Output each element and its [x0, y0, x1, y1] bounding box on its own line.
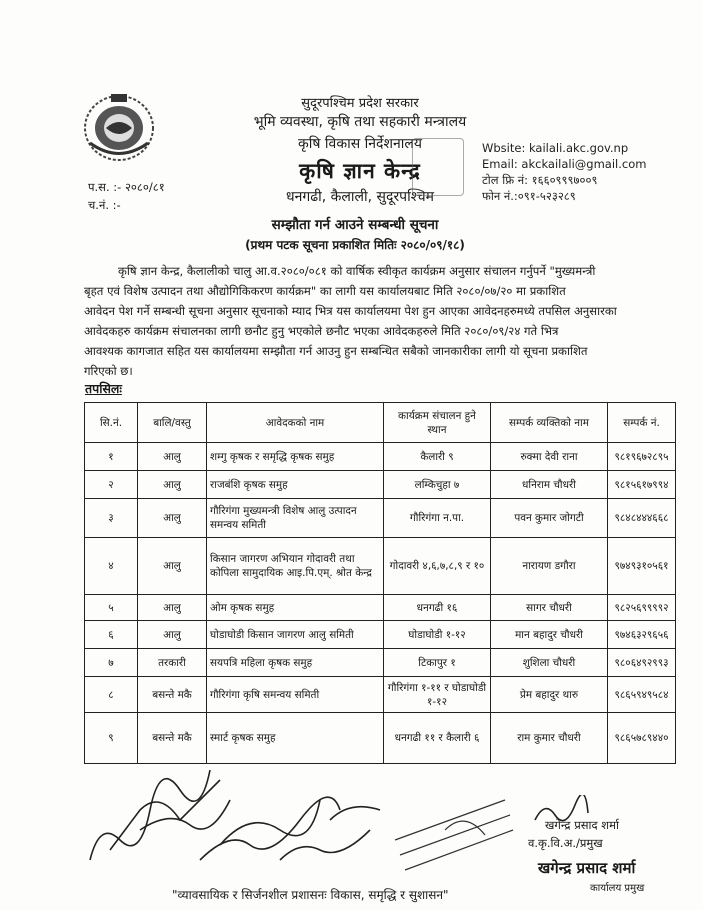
cell-applicant: राजबंशि कृषक समुह: [207, 471, 384, 499]
cell-serial: ५: [85, 595, 138, 621]
selected-applicants-table: [84, 402, 676, 764]
cell-location: धनगढी ११ र कैलारी ६: [384, 713, 491, 764]
table-row: [85, 443, 676, 471]
cell-location: लम्किचुहा ७: [384, 471, 491, 499]
notice-body-line: आवश्यक कागजात सहित यस कार्यालयमा सम्झौता गर्न आउनु हुन सम्बन्धित सबैको जानकारीका लागी यो सूचना प्रकाशित: [84, 344, 588, 358]
cell-location: टिकापुर १: [384, 649, 491, 677]
table-header-row: [85, 403, 676, 443]
cell-contact-person: पवन कुमार जोगटी: [491, 499, 608, 538]
col-location: कार्यक्रम संचालन हुने स्थान: [384, 403, 491, 443]
cell-applicant: गौरिगंगा कृषि समन्वय समिती: [207, 677, 384, 713]
col-contact-person: सम्पर्क व्यक्तिको नाम: [491, 403, 608, 443]
cell-contact-person: रुक्मा देवी राना: [491, 443, 608, 471]
directorate-line: कृषि विकास निर्देशनालय: [298, 136, 422, 152]
notice-subtitle: (प्रथम पटक सूचना प्रकाशित मितिः २०८०/०९/१८): [245, 238, 465, 252]
cell-contact-number: ९८२५६९९९९२: [608, 595, 676, 621]
signer-name: खगेन्द्र प्रसाद शर्मा: [545, 818, 619, 832]
province-government-line: सुदूरपश्चिम प्रदेश सरकार: [301, 96, 419, 111]
cell-applicant: गौरिगंगा मुख्यमन्त्री विशेष आलु उत्पादन समन्वय समिती: [207, 499, 384, 538]
cell-crop: आलु: [138, 538, 207, 595]
government-emblem-icon: [78, 88, 160, 164]
cell-contact-number: ९८०६४९२९९३: [608, 649, 676, 677]
cell-location: कैलारी ९: [384, 443, 491, 471]
cell-contact-number: ९८६५९४९५८४: [608, 677, 676, 713]
cell-contact-number: ९८६५७८९४४०: [608, 713, 676, 764]
signer-title: व.कृ.वि.अ./प्रमुख: [528, 836, 603, 850]
website-text: Wbsite: kailali.akc.gov.np: [482, 141, 629, 155]
cell-serial: ६: [85, 621, 138, 649]
office-stamp-icon: [412, 138, 464, 196]
col-crop: बालि/वस्तु: [138, 403, 207, 443]
cell-serial: ४: [85, 538, 138, 595]
details-heading: तपसिलः: [85, 381, 122, 396]
cell-contact-number: ९७४९३१०५६१: [608, 538, 676, 595]
cell-contact-number: ९८४८४४४६६८: [608, 499, 676, 538]
notice-body-line: आवेदकहरु कार्यक्रम संचालनका लागी छनौट हुनु भएकोले छनौट भएका आवेदकहरुले मिति २०८०/०९/२४ गते भित्र: [84, 324, 559, 338]
cell-contact-person: नारायण डगौरा: [491, 538, 608, 595]
table-row: [85, 621, 676, 649]
cell-contact-person: राम कुमार चौधरी: [491, 713, 608, 764]
cell-applicant: घोडाघोडी किसान जागरण आलु समिती: [207, 621, 384, 649]
cell-contact-number: ९८१९६७२८९५: [608, 443, 676, 471]
cell-crop: आलु: [138, 621, 207, 649]
cell-location: घोडाघोडी १-१२: [384, 621, 491, 649]
cell-crop: बसन्ते मकै: [138, 677, 207, 713]
notice-body-line: गरिएको छ।: [84, 364, 133, 378]
cell-crop: आलु: [138, 443, 207, 471]
cell-location: गौरिगंगा १-११ र घोडाघोडी १-१२: [384, 677, 491, 713]
cell-crop: तरकारी: [138, 649, 207, 677]
email-text: Email: akckailali@gmail.com: [482, 157, 647, 171]
col-contact-number: सम्पर्क नं.: [608, 403, 676, 443]
signer-stamp-name: खगेन्द्र प्रसाद शर्मा: [538, 859, 636, 877]
cell-location: गौरिगंगा न.पा.: [384, 499, 491, 538]
notice-title: सम्झौता गर्न आउने सम्बन्धी सूचना: [271, 217, 439, 233]
office-address: धनगढी, कैलाली, सुदूरपश्चिम: [286, 189, 434, 205]
tollfree-text: टोल फ्रि नं: १६६०९९९७००९: [482, 173, 598, 187]
cell-contact-person: प्रेम बहादुर थारु: [491, 677, 608, 713]
cell-location: धनगढी १६: [384, 595, 491, 621]
cell-contact-person: धनिराम चौधरी: [491, 471, 608, 499]
cell-applicant: स्मार्ट कृषक समुह: [207, 713, 384, 764]
cell-applicant: सयपत्रि महिला कृषक समुह: [207, 649, 384, 677]
table-row: [85, 471, 676, 499]
notice-body-line: आवेदन पेश गर्ने सम्बन्धी सूचना अनुसार सूचनाको म्याद भित्र यस कार्यालयमा पेश हुन आएका आवेदनहरुमध्ये तपसिल अनुसारका: [84, 304, 617, 318]
received-stamp-icon: [385, 790, 515, 880]
cell-contact-number: ९८१५६१७९९४: [608, 471, 676, 499]
cell-crop: आलु: [138, 499, 207, 538]
cell-applicant: किसान जागरण अभियान गोदावरी तथा कोपिला सामुदायिक आइ.पि.एम्. श्रोत केन्द्र: [207, 538, 384, 595]
notice-body-line: बृहत एवं विशेष उत्पादन तथा औद्योगिकिकरण कार्यक्रम" का लागी यस कार्यालयबाट मिति २०८०/०७/२० मा प्रकाशित: [84, 284, 566, 298]
col-applicant: आवेदकको नाम: [207, 403, 384, 443]
cell-serial: १: [85, 443, 138, 471]
cell-crop: आलु: [138, 471, 207, 499]
cell-contact-number: ९७४६३२९६५६: [608, 621, 676, 649]
notice-body: [84, 261, 696, 381]
letter-number: प.स. :- २०८०/८१: [88, 180, 165, 194]
col-serial: सि.नं.: [85, 403, 138, 443]
ministry-line: भूमि व्यवस्था, कृषि तथा सहकारी मन्त्रालय: [253, 114, 467, 130]
phone-text: फोन नं.:०९१-५२३२८९: [482, 189, 576, 203]
table-row: [85, 595, 676, 621]
cell-crop: आलु: [138, 595, 207, 621]
cell-serial: ३: [85, 499, 138, 538]
table-row: [85, 649, 676, 677]
office-name: कृषि ज्ञान केन्द्र: [299, 159, 421, 183]
cell-crop: बसन्ते मकै: [138, 713, 207, 764]
table-row: [85, 677, 676, 713]
dispatch-number: च.नं. :-: [88, 198, 121, 212]
cell-serial: ९: [85, 713, 138, 764]
cell-contact-person: शुशिला चौधरी: [491, 649, 608, 677]
cell-location: गोदावरी ४,६,७,८,९ र १०: [384, 538, 491, 595]
cell-serial: ७: [85, 649, 138, 677]
signer-stamp-title: कार्यालय प्रमुख: [590, 883, 645, 894]
cell-applicant: शम्गु कृषक र समृद्धि कृषक समुह: [207, 443, 384, 471]
table-row: [85, 499, 676, 538]
notice-body-line: कृषि ज्ञान केन्द्र, कैलालीको चालु आ.व.२०८०/०८१ को वार्षिक स्वीकृत कार्यक्रम अनुसार संचालन गर्नुपर्ने "मुख्यमन्त्री: [118, 264, 596, 278]
cell-contact-person: मान बहादुर चौधरी: [491, 621, 608, 649]
cell-serial: ८: [85, 677, 138, 713]
cell-contact-person: सागर चौधरी: [491, 595, 608, 621]
cell-serial: २: [85, 471, 138, 499]
office-motto: "व्यावसायिक र सिर्जनशील प्रशासनः विकास, समृद्धि र सुशासन": [172, 888, 449, 902]
cell-applicant: ओम कृषक समुह: [207, 595, 384, 621]
table-row: [85, 538, 676, 595]
